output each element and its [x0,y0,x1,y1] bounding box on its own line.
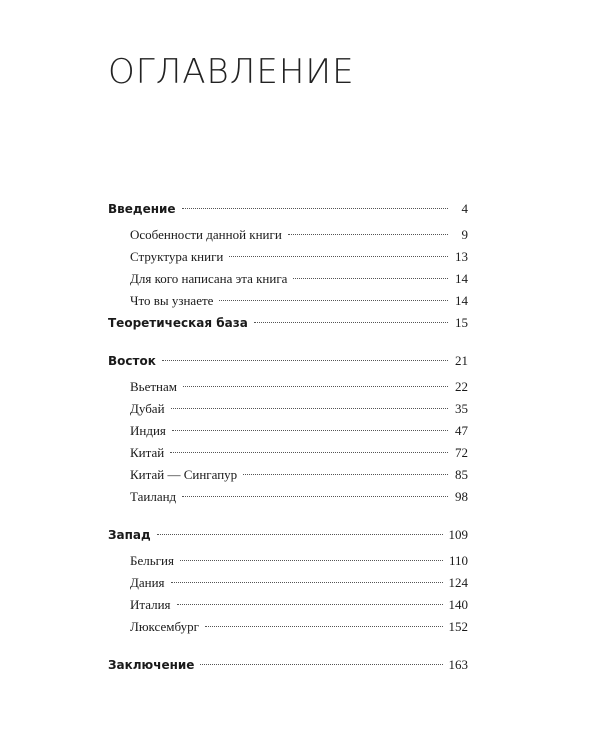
toc-page-number: 14 [455,271,468,286]
toc-subentry[interactable] [108,376,468,398]
dot-leader [183,386,448,387]
dot-leader [243,474,448,475]
toc-page-number: 163 [448,657,468,672]
toc-subentry[interactable] [108,594,468,616]
toc-page-number: 98 [455,489,468,504]
toc-subentry[interactable] [108,420,468,442]
toc-subentry-label: Что вы узнаете [130,293,214,308]
toc-page-number: 4 [461,201,468,216]
toc-subentry-label: Таиланд [130,489,177,504]
toc-subentry-label: Бельгия [130,553,174,568]
toc-page-number: 72 [455,445,468,460]
page-title: ОГЛАВЛЕНИЕ [108,52,355,92]
toc-page-number: 9 [461,227,468,242]
toc-subentry-label: Китай [130,445,165,460]
toc-entry-east[interactable] [108,350,468,372]
toc-subentry-label: Для кого написана эта книга [130,271,288,286]
toc-subentry-label: Дания [130,575,165,590]
toc-subentry-label: Структура книги [130,249,224,264]
dot-leader [288,234,448,235]
toc-entry-theory[interactable] [108,312,468,334]
dot-leader [182,208,448,209]
toc-subentry-label: Китай — Сингапур [130,467,238,482]
toc-page-number: 140 [448,597,468,612]
toc-page-number: 14 [455,293,468,308]
dot-leader [162,360,448,361]
dot-leader [219,300,448,301]
toc-subentry[interactable] [108,398,468,420]
toc-subentry-label: Италия [130,597,171,612]
toc-entry-label: Теоретическая база [108,316,248,330]
table-of-contents [108,198,468,676]
toc-page-number: 152 [448,619,468,634]
toc-subentry-label: Вьетнам [130,379,178,394]
toc-subentry[interactable] [108,224,468,246]
toc-subentry[interactable] [108,464,468,486]
toc-subentry[interactable] [108,486,468,508]
toc-page-number: 124 [448,575,468,590]
toc-page-number: 109 [448,527,468,542]
dot-leader [293,278,448,279]
toc-subentry-label: Дубай [130,401,165,416]
dot-leader [157,534,443,535]
toc-subentry-label: Индия [130,423,166,438]
toc-subentry[interactable] [108,246,468,268]
toc-page-number: 110 [448,553,468,568]
toc-subentry[interactable] [108,616,468,638]
dot-leader [172,430,448,431]
toc-page-number: 21 [455,353,468,368]
toc-entry-label: Введение [108,202,176,216]
toc-entry-label: Заключение [108,658,195,672]
dot-leader [205,626,443,627]
toc-entry-label: Запад [108,528,151,542]
toc-entry-conclusion[interactable] [108,654,468,676]
toc-page-number: 22 [455,379,468,394]
toc-page-number: 35 [455,401,468,416]
toc-subentry[interactable] [108,442,468,464]
dot-leader [171,582,443,583]
toc-subentry[interactable] [108,290,468,312]
dot-leader [200,664,442,665]
dot-leader [182,496,448,497]
toc-page-number: 13 [455,249,468,264]
dot-leader [254,322,448,323]
toc-subentry-label: Люксембург [130,619,199,634]
toc-page-number: 85 [455,467,468,482]
dot-leader [171,408,448,409]
toc-page-number: 15 [455,315,468,330]
toc-entry-west[interactable] [108,524,468,546]
toc-page-number: 47 [455,423,468,438]
dot-leader [177,604,443,605]
toc-subentry-label: Особенности данной книги [130,227,282,242]
toc-subentry[interactable] [108,572,468,594]
toc-subentry[interactable] [108,268,468,290]
dot-leader [229,256,448,257]
toc-subentry[interactable] [108,550,468,572]
toc-entry-introduction[interactable] [108,198,468,220]
dot-leader [180,560,443,561]
toc-entry-label: Восток [108,354,156,368]
dot-leader [170,452,448,453]
